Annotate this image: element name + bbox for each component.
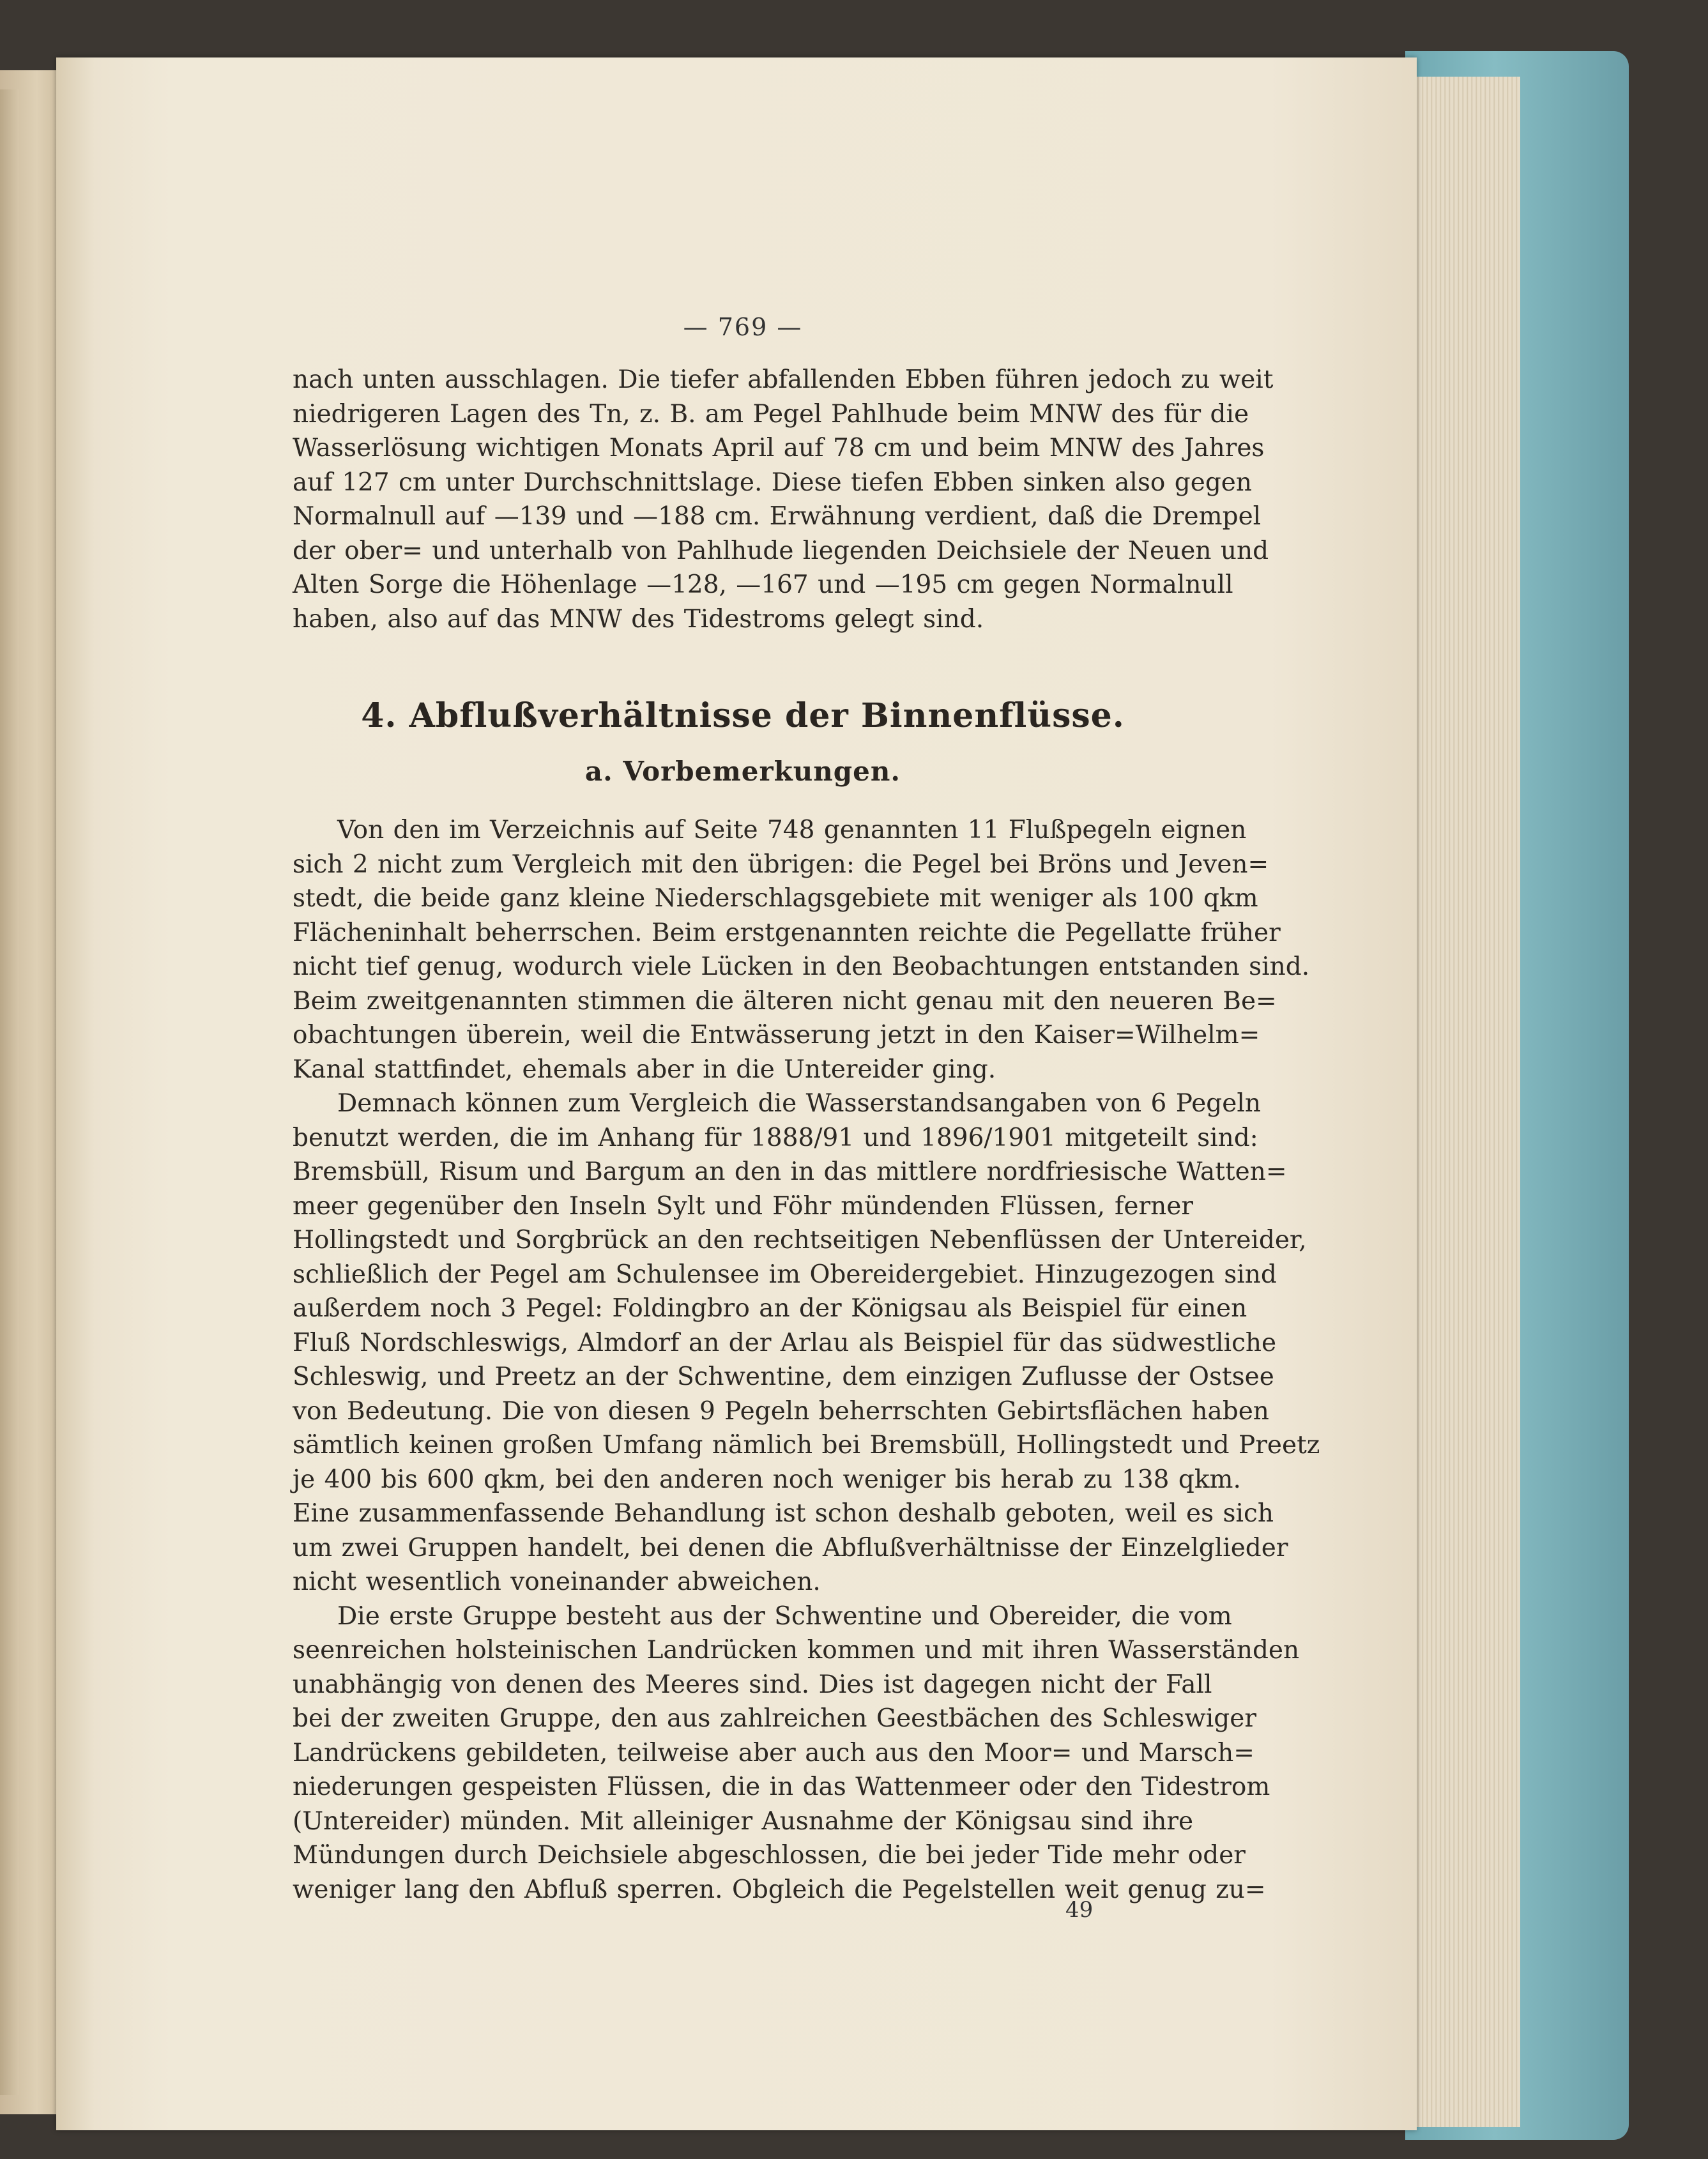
text-line: Mündungen durch Deichsiele abgeschlossen, die bei jeder Tide mehr oder — [293, 1841, 1246, 1870]
subsection-heading: a. Vorbemerkungen. — [584, 756, 901, 787]
text-line: unabhängig von denen des Meeres sind. Dies ist dagegen nicht der Fall — [293, 1670, 1212, 1699]
text-line: Flächeninhalt beherrschen. Beim erstgenannten reichte die Pegellatte früher — [293, 918, 1281, 947]
text-line: außerdem noch 3 Pegel: Foldingbro an der Königsau als Beispiel für einen — [293, 1294, 1247, 1323]
text-line: Eine zusammenfassende Behandlung ist schon deshalb geboten, weil es sich — [293, 1499, 1274, 1528]
text-line: von Bedeutung. Die von diesen 9 Pegeln beherrschten Gebirtsflächen haben — [293, 1396, 1269, 1426]
text-line: auf 127 cm unter Durchschnittslage. Diese tiefen Ebben sinken also gegen — [293, 468, 1252, 497]
text-line: niederungen gespeisten Flüssen, die in das Wattenmeer oder den Tidestrom — [293, 1773, 1270, 1801]
body-text — [293, 813, 1320, 1907]
text-line: obachtungen überein, weil die Entwässerung jetzt in den Kaiser=Wilhelm= — [293, 1021, 1260, 1049]
paragraph-top — [293, 363, 1274, 636]
text-line: Kanal stattfindet, ehemals aber in die Untereider ging. — [293, 1055, 996, 1084]
text-line: stedt, die beide ganz kleine Niederschlagsgebiete mit weniger als 100 qkm — [293, 884, 1258, 913]
text-line: Alten Sorge die Höhenlage —128, —167 und —195 cm gegen Normalnull — [293, 570, 1233, 599]
text-line: um zwei Gruppen handelt, bei denen die Abflußverhältnisse der Einzelglieder — [293, 1533, 1288, 1562]
text-line: Schleswig, und Preetz an der Schwentine, dem einzigen Zuflusse der Ostsee — [293, 1362, 1274, 1391]
section-heading: 4. Abflußverhältnisse der Binnenflüsse. — [361, 696, 1125, 735]
text-line: seenreichen holsteinischen Landrücken kommen und mit ihren Wasserständen — [293, 1636, 1300, 1665]
text-line: haben, also auf das MNW des Tidestroms gelegt sind. — [293, 604, 984, 634]
text-line: sich 2 nicht zum Vergleich mit den übrigen: die Pegel bei Bröns und Jeven= — [293, 850, 1269, 879]
text-line: meer gegenüber den Inseln Sylt und Föhr mündenden Flüssen, ferner — [293, 1191, 1193, 1221]
text-line: nicht wesentlich voneinander abweichen. — [293, 1568, 821, 1596]
page-number-header: — 769 — — [683, 313, 803, 341]
text-line: Normalnull auf —139 und —188 cm. Erwähnung verdient, daß die Drempel — [293, 502, 1262, 531]
text-line: Wasserlösung wichtigen Monats April auf 78 cm und beim MNW des Jahres — [293, 434, 1265, 462]
text-line: bei der zweiten Gruppe, den aus zahlreichen Geestbächen des Schleswiger — [293, 1704, 1256, 1733]
text-line: weniger lang den Abfluß sperren. Obgleich die Pegelstellen weit genug zu= — [293, 1875, 1266, 1904]
text-line: benutzt werden, die im Anhang für 1888/91 und 1896/1901 mitgeteilt sind: — [293, 1123, 1258, 1152]
text-line: je 400 bis 600 qkm, bei den anderen noch weniger bis herab zu 138 qkm. — [293, 1465, 1241, 1494]
book-page — [56, 57, 1417, 2130]
text-line: niedrigeren Lagen des Tn, z. B. am Pegel Pahlhude beim MNW des für die — [293, 399, 1249, 429]
text-line: Die erste Gruppe besteht aus der Schwentine und Obereider, die vom — [337, 1601, 1232, 1631]
signature-mark: 49 — [1065, 1897, 1094, 1923]
text-line: Demnach können zum Vergleich die Wasserstandsangaben von 6 Pegeln — [337, 1089, 1261, 1118]
text-line: Fluß Nordschleswigs, Almdorf an der Arlau als Beispiel für das südwestliche — [293, 1328, 1277, 1357]
text-line: sämtlich keinen großen Umfang nämlich bei Bremsbüll, Hollingstedt und Preetz — [293, 1431, 1320, 1460]
text-line: nicht tief genug, wodurch viele Lücken in den Beobachtungen entstanden sind. — [293, 952, 1310, 981]
text-line: schließlich der Pegel am Schulensee im Obereidergebiet. Hinzugezogen sind — [293, 1260, 1277, 1289]
text-line: (Untereider) münden. Mit alleiniger Ausnahme der Königsau sind ihre — [293, 1806, 1194, 1836]
text-line: Hollingstedt und Sorgbrück an den rechtseitigen Nebenflüssen der Untereider, — [293, 1226, 1307, 1255]
text-line: der ober= und unterhalb von Pahlhude liegenden Deichsiele der Neuen und — [293, 536, 1269, 565]
text-line: Landrückens gebildeten, teilweise aber auch aus den Moor= und Marsch= — [293, 1738, 1254, 1767]
text-line: Von den im Verzeichnis auf Seite 748 genannten 11 Flußpegeln eignen — [337, 816, 1247, 844]
text-line: nach unten ausschlagen. Die tiefer abfallenden Ebben führen jedoch zu weit — [293, 365, 1274, 394]
text-line: Beim zweitgenannten stimmen die älteren nicht genau mit den neueren Be= — [293, 986, 1277, 1016]
left-page-edge — [0, 89, 19, 2095]
text-line: Bremsbüll, Risum und Bargum an den in das mittlere nordfriesische Watten= — [293, 1157, 1287, 1186]
